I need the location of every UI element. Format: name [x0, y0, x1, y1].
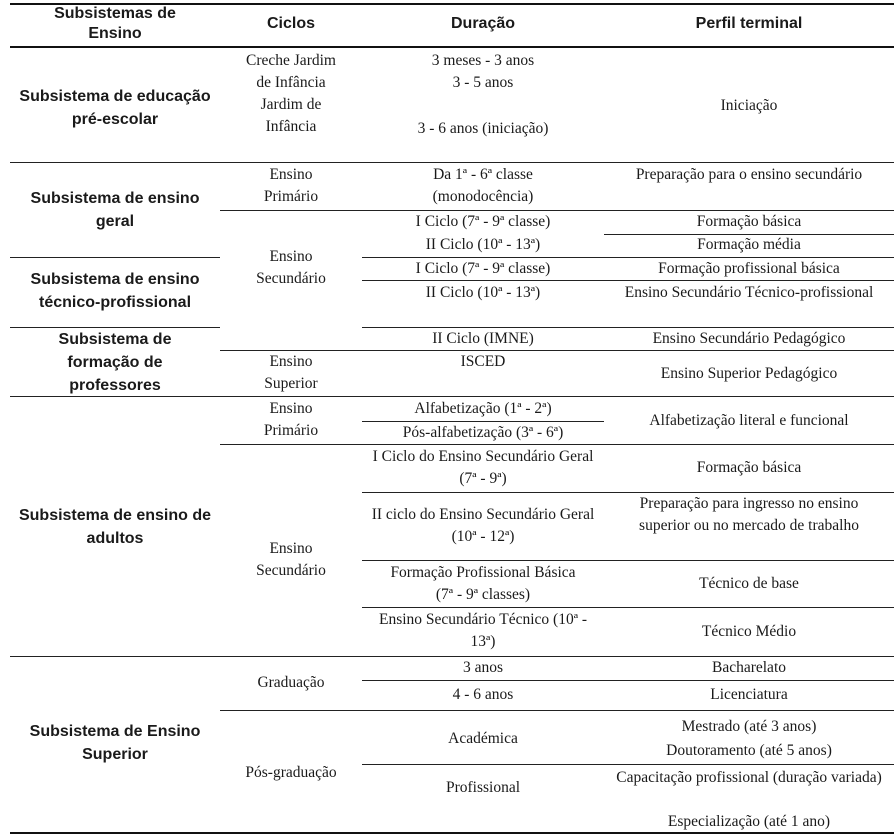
duration-grad-2: 4 - 6 anos — [452, 686, 514, 703]
cycles-ensino-superior: Ensino Superior — [264, 353, 318, 392]
duration-pre-3: 3 - 6 anos (iniciação) — [417, 120, 549, 137]
profile-doutoramento: Doutoramento (até 5 anos) — [666, 742, 832, 759]
duration-geral-c1: I Ciclo (7ª - 9ª classe) — [415, 213, 551, 230]
profile-capacitacao: Capacitação profissional (duração variada) — [616, 769, 882, 786]
rule — [362, 280, 894, 281]
duration-adultos-c1: I Ciclo do Ensino Secundário Geral (7ª - 9ª) — [372, 448, 594, 487]
duration-adultos-c2: II ciclo do Ensino Secundário Geral (10ª - 12ª) — [371, 506, 595, 545]
rule — [362, 680, 894, 681]
rule — [362, 607, 894, 608]
duration-tec-c2: II Ciclo (10ª - 13ª) — [425, 284, 541, 301]
duration-pre-2: 3 - 5 anos — [452, 74, 514, 91]
header-duration: Duração — [450, 15, 516, 32]
duration-grad-1: 3 anos — [462, 659, 504, 676]
profile-imne: Ensino Secundário Pedagógico — [652, 330, 846, 347]
duration-imne: II Ciclo (IMNE) — [432, 330, 534, 347]
header-subsystem: Subsistemas de Ensino — [54, 5, 176, 42]
duration-tec-c1: I Ciclo (7ª - 9ª classe) — [415, 260, 551, 277]
profile-adultos-primario: Alfabetização literal e funcional — [649, 412, 849, 429]
profile-pre-escolar: Iniciação — [720, 97, 778, 114]
profile-formacao-profissional: Técnico de base — [699, 575, 799, 592]
subsystem-ensino-geral: Subsistema de ensino geral — [30, 190, 200, 230]
subsystem-ensino-superior: Subsistema de Ensino Superior — [29, 723, 201, 763]
cycles-adultos-primario: Ensino Primário — [263, 400, 319, 439]
profile-secundario-tecnico: Técnico Médio — [701, 623, 797, 640]
profile-geral-c1: Formação básica — [696, 213, 802, 230]
subsystem-formacao-professores: Subsistema de formação de professores — [58, 331, 172, 394]
profile-adultos-c2: Preparação para ingresso no ensino superior ou no mercado de trabalho — [639, 495, 859, 534]
duration-alfabetizacao: Alfabetização (1ª - 2ª) — [414, 400, 552, 417]
duration-secundario-tecnico: Ensino Secundário Técnico (10ª - 13ª) — [378, 611, 588, 650]
profile-especializacao: Especialização (até 1 ano) — [667, 813, 831, 830]
profile-geral-c2: Formação média — [697, 236, 801, 253]
profile-adultos-c1: Formação básica — [696, 459, 802, 476]
profile-tec-c1: Formação profissional básica — [658, 260, 840, 277]
duration-geral-c2: II Ciclo (10ª - 13ª) — [425, 236, 541, 253]
cycles-pos-graduacao: Pós-graduação — [245, 764, 337, 781]
header-cycles: Ciclos — [266, 15, 315, 32]
header-profile: Perfil terminal — [695, 15, 803, 32]
profile-bacharelato: Bacharelato — [711, 659, 786, 676]
profile-geral-primario: Preparação para o ensino secundário — [635, 166, 863, 183]
subsystem-pre-escolar: Subsistema de educação pré-escolar — [19, 88, 211, 128]
subsystem-tecnico-profissional: Subsistema de ensino técnico-profissional — [30, 271, 200, 311]
cycles-graduacao: Graduação — [257, 674, 325, 691]
duration-pre-1: 3 meses - 3 anos — [431, 52, 535, 69]
duration-academica: Académica — [448, 730, 518, 747]
cycles-adultos-secundario: Ensino Secundário — [256, 540, 326, 579]
duration-isced: ISCED — [460, 353, 506, 370]
profile-tec-c2: Ensino Secundário Técnico-profissional — [624, 284, 874, 301]
rule — [10, 162, 894, 163]
rule — [220, 444, 894, 445]
duration-pos-alfabetizacao: Pós-alfabetização (3ª - 6ª) — [402, 424, 564, 441]
header-rule — [10, 46, 894, 48]
subsystem-adultos: Subsistema de ensino de adultos — [18, 507, 212, 547]
profile-mestrado: Mestrado (até 3 anos) — [681, 718, 817, 735]
cycles-geral-primario: Ensino Primário — [263, 166, 319, 205]
profile-licenciatura: Licenciatura — [710, 686, 788, 703]
cycles-secundario: Ensino Secundário — [256, 248, 326, 287]
rule — [10, 257, 220, 258]
rule — [362, 764, 894, 765]
profile-isced: Ensino Superior Pedagógico — [660, 365, 838, 382]
rule — [362, 560, 894, 561]
duration-geral-primario: Da 1ª - 6ª classe (monodocência) — [432, 166, 534, 205]
rule — [220, 710, 894, 711]
duration-profissional: Profissional — [445, 779, 521, 796]
cycles-pre-escolar: Creche Jardim de Infância Jardim de Infância — [246, 52, 336, 135]
duration-formacao-profissional: Formação Profissional Básica (7ª - 9ª classes) — [390, 564, 576, 603]
